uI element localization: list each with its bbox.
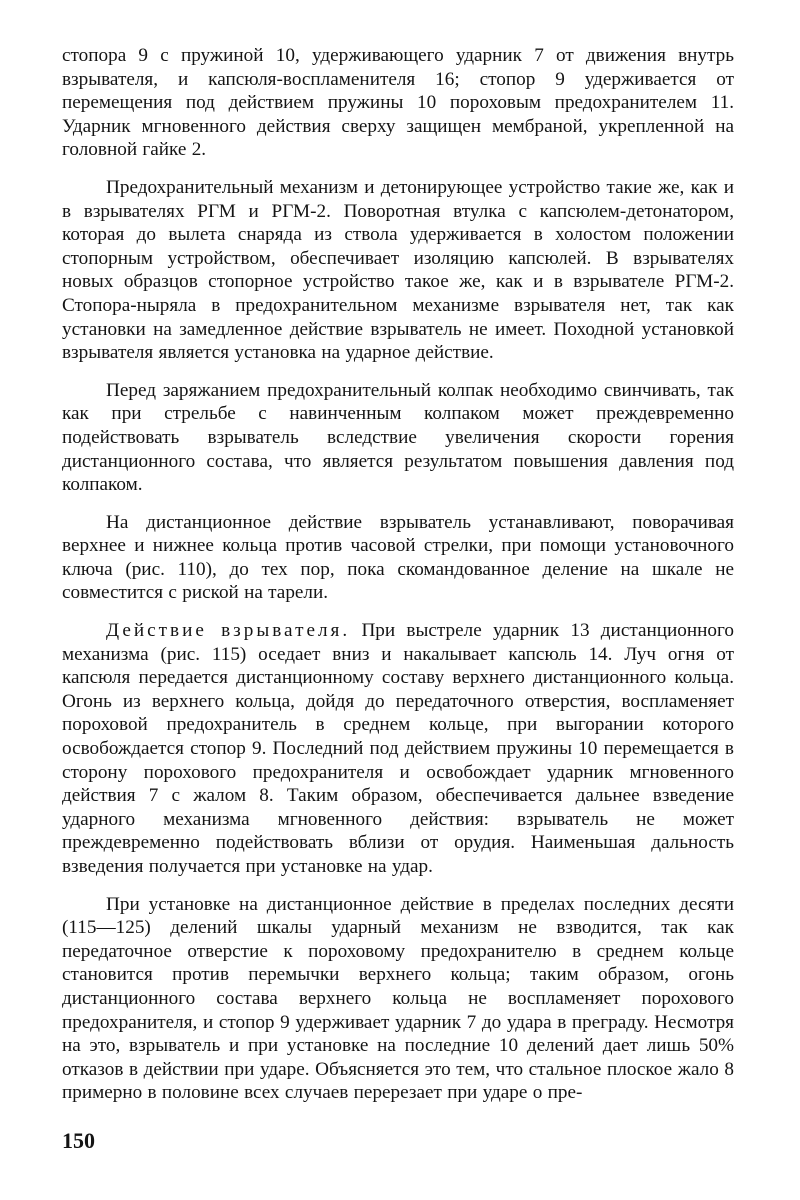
paragraph-3: Перед заряжанием предохранительный колпак необходимо свинчивать, так как при стрельбе с навинченным колпаком может преждевременно подействовать взрыватель вследствие увеличения скорости горения дистанционного состава, что является результатом повышения давления под колпаком. [62, 379, 734, 496]
paragraph-6: При установке на дистанционное действие в пределах последних десяти (115—125) делений шкалы ударный механизм не взводится, так как передаточное отверстие к пороховому предохранителю в среднем кольце становится против перемычки верхнего кольца; таким образом, огонь дистанционного состава верхнего кольца не воспламеняет порохового предохранителя, и стопор 9 удерживает ударник 7 до удара в преграду. Несмотря на это, взрыватель и при установке на последние 10 делений дает лишь 50% отказов в действии при ударе. Объясняется это тем, что стальное плоское жало 8 примерно в половине всех случаев перерезает при ударе о пре- [62, 893, 734, 1104]
paragraph-5-body: При выстреле ударник 13 дистанционного механизма (рис. 115) оседает вниз и накалывает капсюль 14. Луч огня от капсюля передается дистанционному составу верхнего дистанционного кольца. Огонь из верхнего кольца, дойдя до передаточного отверстия, воспламеняет пороховой предохранитель в среднем кольце, при выгорании которого освобождается стопор 9. Последний под действием пружины 10 перемещается в сторону порохового предохранителя и освобождает ударник мгновенного действия 7 с жалом 8. Таким образом, обеспечивается дальнее взведение ударного механизма мгновенного действия: взрыватель не может преждевременно подействовать вблизи от орудия. Наименьшая дальность взведения получается при установке на удар. [62, 620, 734, 877]
paragraph-1: стопора 9 с пружиной 10, удерживающего ударник 7 от движения внутрь взрывателя, и капсюля-воспламенителя 16; стопор 9 удерживается от перемещения под действием пружины 10 пороховым предохранителем 11. Ударник мгновенного действия сверху защищен мембраной, укрепленной на головной гайке 2. [62, 45, 734, 161]
paragraph-2: Предохранительный механизм и детонирующее устройство такие же, как и в взрывателях РГМ и РГМ-2. Поворотная втулка с капсюлем-детонатором, которая до вылета снаряда из ствола удерживается в холостом положении стопорным устройством, обеспечивает изоляцию капсюлей. В взрывателях новых образцов стопорное устройство такое же, как и в взрывателе РГМ-2. Стопора-нырялa в предохранительном механизме взрывателя нет, так как установки на замедленное действие взрыватель не имеет. Походной установкой взрывателя является установка на ударное действие. [62, 176, 734, 364]
page-body [62, 44, 734, 1105]
paragraph-5 [62, 619, 734, 879]
paragraph-4: На дистанционное действие взрыватель устанавливают, поворачивая верхнее и нижнее кольца против часовой стрелки, при помощи установочного ключа (рис. 110), до тех пор, пока скомандованное деление на шкале не совместится с риской на тарели. [62, 511, 734, 604]
page-number: 150 [62, 1128, 95, 1153]
section-lead-heading: Действие взрывателя. [106, 620, 351, 642]
